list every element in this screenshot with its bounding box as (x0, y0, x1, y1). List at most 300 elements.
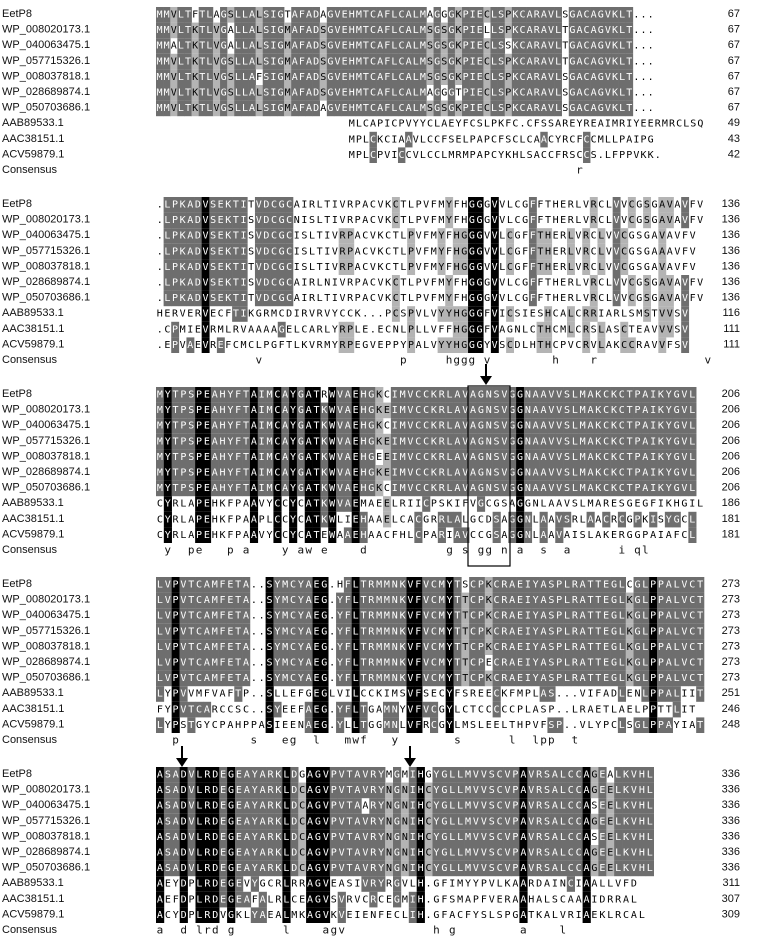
residue: A (156, 800, 163, 812)
residue: H (544, 308, 551, 320)
residue: G (643, 261, 650, 273)
residue: Y (297, 673, 304, 685)
residue: M (355, 25, 362, 37)
residue: T (199, 56, 206, 68)
residue: E (313, 673, 320, 685)
residue: L (274, 688, 281, 700)
residue: C (575, 308, 582, 320)
residue: T (626, 87, 633, 99)
residue: T (284, 9, 291, 21)
residue: V (548, 451, 555, 463)
residue: V (697, 215, 704, 227)
residue: G (476, 215, 483, 227)
residue: V (339, 293, 346, 305)
residue: V (255, 215, 262, 227)
residue: C (496, 769, 503, 781)
residue: E (383, 405, 390, 417)
residue: G (278, 199, 285, 211)
residue: H (453, 324, 460, 336)
residue: A (309, 324, 316, 336)
residue: C (567, 769, 574, 781)
residue: G (484, 277, 491, 289)
residue: V (484, 246, 491, 258)
residue: S (636, 230, 643, 242)
residue: T (248, 199, 255, 211)
residue: D (313, 25, 320, 37)
residue: M (211, 641, 218, 653)
sequence-name: ACV59879.1 (2, 148, 65, 161)
residue: F (219, 595, 226, 607)
residue: K (665, 498, 672, 510)
residue: T (199, 25, 206, 37)
residue: T (199, 9, 206, 21)
residue: V (666, 293, 673, 305)
residue: . (369, 324, 376, 336)
residue: A (470, 451, 477, 463)
residue: A (211, 420, 218, 432)
residue: G (220, 71, 227, 83)
residue: S (563, 483, 571, 495)
residue: G (569, 71, 576, 83)
residue: T (324, 215, 331, 227)
residue: S (563, 389, 571, 401)
consensus-residue: v (255, 353, 263, 367)
residue: T (232, 246, 239, 258)
residue: L (499, 246, 506, 258)
residue: C (270, 230, 277, 242)
residue: L (571, 405, 578, 417)
residue: L (563, 626, 571, 638)
residue: L (391, 71, 398, 83)
residue: L (255, 339, 262, 351)
residue: R (533, 56, 540, 68)
residue: R (560, 246, 567, 258)
residue: P (180, 405, 187, 417)
residue: G (425, 769, 432, 781)
residue: S (563, 436, 571, 448)
residue: K (647, 149, 654, 161)
residue: W (329, 436, 336, 448)
residue: H (673, 498, 680, 510)
residue: P (392, 339, 399, 351)
residue: A (344, 529, 351, 541)
residue: T (626, 420, 633, 432)
residue: N (391, 673, 398, 685)
residue: A (643, 324, 650, 336)
residue: H (544, 246, 551, 258)
residue: L (352, 595, 359, 607)
residue: D (291, 769, 298, 781)
residue: E (517, 626, 524, 638)
residue: H (348, 40, 355, 52)
residue: L (587, 529, 594, 541)
residue: E (352, 389, 359, 401)
residue: E (352, 483, 359, 495)
residue: L (563, 673, 571, 685)
residue: S (498, 56, 505, 68)
residue: A (211, 436, 218, 448)
residue: L (412, 103, 419, 115)
residue: D (263, 199, 270, 211)
residue: C (512, 134, 519, 146)
residue: A (250, 514, 257, 526)
residue: N (391, 610, 398, 622)
residue: G (636, 293, 643, 305)
residue: K (595, 405, 602, 417)
residue: T (232, 199, 239, 211)
residue: G (484, 215, 491, 227)
residue: G (228, 800, 235, 812)
residue: F (555, 149, 562, 161)
residue: C (430, 610, 437, 622)
residue: L (293, 339, 300, 351)
residue: M (284, 87, 291, 99)
residue: N (386, 785, 393, 797)
residue: E (448, 118, 455, 130)
residue: S (590, 324, 597, 336)
residue: R (339, 324, 346, 336)
residue: C (526, 118, 533, 130)
residue: D (212, 769, 219, 781)
residue: S (263, 87, 270, 99)
residue: T (454, 595, 461, 607)
residue: C (470, 529, 477, 541)
residue: K (612, 71, 619, 83)
residue: E (560, 293, 567, 305)
sequence-name: WP_040063475.1 (2, 799, 91, 812)
residue: S (643, 293, 650, 305)
residue: V (491, 293, 498, 305)
residue: E (647, 118, 654, 130)
residue: V (423, 199, 430, 211)
residue: G (438, 704, 445, 716)
residue: A (470, 389, 477, 401)
residue: T (188, 610, 195, 622)
residue: E (607, 785, 614, 797)
residue: R (501, 595, 508, 607)
residue: L (575, 215, 582, 227)
residue: V (202, 246, 209, 258)
residue: S (626, 719, 633, 731)
residue: K (179, 199, 186, 211)
residue: G (327, 56, 334, 68)
residue: P (626, 149, 633, 161)
residue: A (415, 339, 422, 351)
residue: C (618, 436, 625, 448)
sequence-name: WP_008020173.1 (2, 593, 91, 606)
residue: A (470, 420, 477, 432)
residue: V (681, 436, 688, 448)
residue: C (196, 595, 203, 607)
residue: V (377, 199, 384, 211)
residue: K (623, 769, 630, 781)
residue: V (322, 800, 329, 812)
residue: V (407, 673, 414, 685)
residue: Y (164, 704, 171, 716)
residue: D (194, 261, 201, 273)
residue: S (628, 308, 635, 320)
residue: R (438, 467, 445, 479)
sequence-end-position: 136 (721, 213, 740, 226)
residue: A (590, 56, 597, 68)
residue: N (391, 626, 398, 638)
residue: F (537, 293, 544, 305)
sequence-name: ACV59879.1 (2, 528, 65, 541)
residue: M (438, 293, 445, 305)
residue: T (454, 657, 461, 669)
residue: F (235, 483, 242, 495)
residue: K (512, 71, 519, 83)
residue: V (407, 657, 414, 669)
residue: L (156, 579, 163, 591)
residue: D (313, 9, 320, 21)
residue: T (232, 215, 239, 227)
residue: S (266, 641, 273, 653)
residue: V (681, 451, 688, 463)
residue: M (266, 420, 273, 432)
residue: N (532, 498, 539, 510)
residue: A (526, 25, 533, 37)
residue: H (544, 230, 551, 242)
residue: G (220, 103, 227, 115)
residue: F (344, 641, 351, 653)
residue: A (579, 595, 586, 607)
residue: E (227, 579, 234, 591)
residue: E (603, 657, 610, 669)
residue: M (163, 56, 170, 68)
residue: F (415, 673, 422, 685)
residue: R (636, 339, 643, 351)
residue: L (462, 134, 469, 146)
residue: A (320, 9, 327, 21)
residue: G (681, 498, 688, 510)
residue: C (485, 704, 492, 716)
residue: I (415, 498, 422, 510)
residue: L (196, 800, 203, 812)
residue: G (673, 436, 680, 448)
residue: S (210, 261, 217, 273)
residue: F (298, 56, 305, 68)
residue: V (579, 688, 586, 700)
residue: A (509, 498, 516, 510)
residue: C (621, 324, 628, 336)
residue: K (455, 71, 462, 83)
residue: T (626, 103, 633, 115)
residue: N (524, 529, 531, 541)
sequence-name: ACV59879.1 (2, 718, 65, 731)
residue: V (188, 688, 195, 700)
residue: A (282, 389, 289, 401)
alignment-block (2, 7, 740, 177)
residue: Y (336, 719, 343, 731)
residue: R (368, 595, 375, 607)
residue: V (548, 436, 555, 448)
residue: C (383, 529, 390, 541)
residue: A (344, 498, 351, 510)
residue: V (322, 769, 329, 781)
residue: H (211, 498, 218, 510)
residue: T (188, 626, 195, 638)
residue: D (194, 293, 201, 305)
residue: S (210, 277, 217, 289)
residue: V (180, 579, 187, 591)
residue: A (249, 103, 256, 115)
residue: A (282, 420, 289, 432)
residue: A (579, 641, 586, 653)
residue: T (392, 230, 399, 242)
residue: A (293, 293, 300, 305)
residue: P (330, 800, 337, 812)
residue: . (329, 657, 336, 669)
residue: . (258, 595, 265, 607)
residue: L (587, 719, 594, 731)
residue: I (324, 246, 331, 258)
residue: C (385, 246, 392, 258)
residue: D (263, 261, 270, 273)
residue: M (163, 87, 170, 99)
residue: A (362, 215, 369, 227)
consensus-residue: l (532, 733, 539, 747)
residue: . (258, 704, 265, 716)
residue: R (571, 626, 578, 638)
sequence-name: WP_057715326.1 (2, 434, 91, 447)
residue: A (587, 389, 594, 401)
residue: C (618, 389, 625, 401)
residue: R (316, 324, 323, 336)
residue: G (509, 467, 516, 479)
residue: K (275, 800, 282, 812)
residue: P (512, 785, 519, 797)
residue: T (626, 483, 633, 495)
residue: P (430, 498, 437, 510)
residue: A (590, 71, 597, 83)
residue: E (354, 339, 361, 351)
residue: I (681, 688, 688, 700)
residue: G (522, 277, 529, 289)
residue: R (368, 579, 375, 591)
residue: M (465, 785, 472, 797)
residue: A (172, 785, 179, 797)
residue: G (634, 719, 641, 731)
residue: F (681, 261, 688, 273)
residue: S (498, 25, 505, 37)
residue: Y (446, 199, 453, 211)
residue: . (258, 688, 265, 700)
residue: L (241, 40, 248, 52)
residue: L (598, 261, 605, 273)
residue: A (305, 673, 312, 685)
residue: N (634, 688, 641, 700)
residue: F (423, 246, 430, 258)
residue: G (434, 9, 441, 21)
residue: F (219, 579, 226, 591)
consensus-residue: v (483, 353, 491, 367)
residue: L (457, 785, 464, 797)
residue: A (659, 199, 666, 211)
residue: A (405, 71, 412, 83)
residue: K (485, 579, 492, 591)
residue: T (697, 626, 704, 638)
residue: A (665, 719, 672, 731)
residue: V (621, 215, 628, 227)
residue: M (284, 103, 291, 115)
residue: C (575, 785, 582, 797)
residue: T (232, 261, 239, 273)
residue: R (423, 719, 430, 731)
residue: R (172, 529, 179, 541)
residue: . (640, 40, 647, 52)
residue: C (278, 308, 285, 320)
residue: A (579, 657, 586, 669)
residue: N (391, 704, 398, 716)
residue: V (430, 308, 437, 320)
residue: G (368, 467, 375, 479)
residue: A (540, 514, 547, 526)
residue: Y (251, 785, 258, 797)
residue: Y (289, 514, 297, 526)
sequence-end-position: 273 (721, 671, 740, 684)
residue: Y (251, 769, 258, 781)
residue: C (628, 215, 635, 227)
residue: Y (289, 405, 297, 417)
sequence-end-position: 136 (721, 229, 740, 242)
residue: A (307, 769, 314, 781)
residue: C (370, 9, 377, 21)
residue: D (263, 230, 270, 242)
residue: L (407, 199, 414, 211)
residue: E (289, 688, 297, 700)
residue: S (441, 40, 448, 52)
residue: A (370, 118, 377, 130)
residue: A (509, 657, 516, 669)
residue: L (506, 215, 513, 227)
residue: C (289, 657, 297, 669)
residue: G (591, 769, 598, 781)
residue: C (514, 293, 521, 305)
residue: V (491, 277, 498, 289)
residue: Q (697, 118, 704, 130)
residue: C (567, 785, 574, 797)
residue: K (485, 673, 492, 685)
residue: F (278, 339, 285, 351)
residue: L (563, 579, 571, 591)
residue: C (526, 134, 533, 146)
residue: C (362, 246, 369, 258)
residue: V (548, 420, 555, 432)
residue: E (217, 277, 224, 289)
residue: T (235, 595, 242, 607)
residue: G (448, 71, 455, 83)
residue: D (514, 339, 521, 351)
residue: C (196, 579, 203, 591)
residue: M (156, 405, 163, 417)
residue: Y (532, 657, 539, 669)
residue: G (393, 785, 400, 797)
residue: F (689, 277, 696, 289)
consensus-residue: p (187, 543, 195, 557)
residue: G (434, 56, 441, 68)
residue: C (339, 308, 346, 320)
residue: R (438, 436, 445, 448)
residue: G (321, 641, 328, 653)
residue: C (282, 529, 289, 541)
residue: P (180, 436, 187, 448)
residue: T (595, 626, 602, 638)
residue: G (434, 40, 441, 52)
residue: E (590, 118, 597, 130)
residue: A (377, 87, 384, 99)
residue: L (423, 324, 430, 336)
